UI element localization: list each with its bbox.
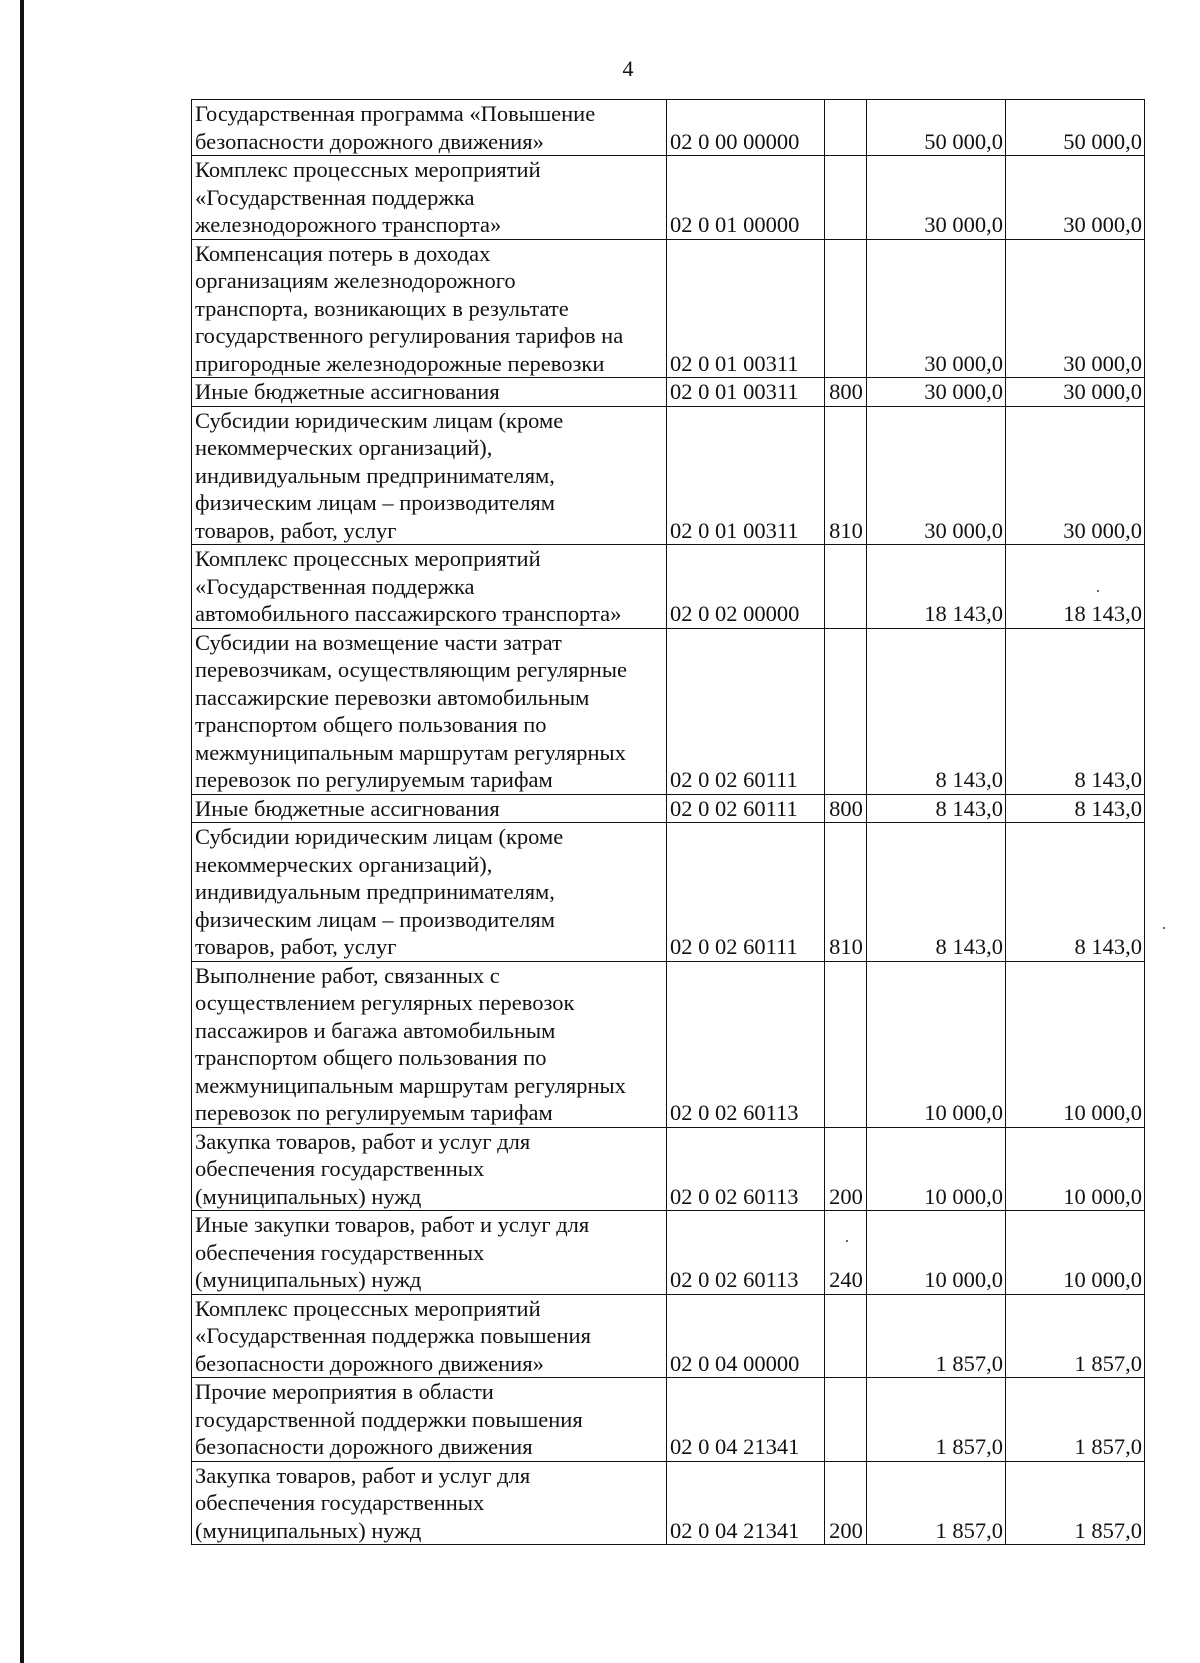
- row-amount-1-cell: 10 000,0: [867, 961, 1006, 1127]
- row-amount-2-cell: 18 143,0: [1006, 545, 1145, 629]
- row-code-cell: 02 0 00 00000: [667, 100, 825, 156]
- row-name-line: Иные бюджетные ассигнования: [195, 379, 500, 404]
- row-expense-type-cell: 800: [825, 794, 867, 823]
- row-amount-1-cell: 1 857,0: [867, 1378, 1006, 1462]
- row-name-line: пассажирские перевозки автомобильным: [195, 684, 590, 710]
- row-name-line: (муниципальных) нужд: [195, 1517, 422, 1543]
- row-name-cell: [192, 1211, 667, 1295]
- row-name-line: физическим лицам – производителям: [195, 906, 555, 932]
- table-row: [192, 406, 1145, 545]
- row-name-line: Комплекс процессных мероприятий: [195, 157, 541, 182]
- row-name-line: Выполнение работ, связанных с: [195, 962, 500, 988]
- row-name-line: некоммерческих организаций),: [195, 435, 493, 460]
- page-number: 4: [622, 56, 634, 81]
- budget-table-body: [192, 100, 1145, 1545]
- table-row: [192, 823, 1145, 962]
- table-row: [192, 1127, 1145, 1211]
- row-name-cell: [192, 1461, 667, 1545]
- row-amount-1-cell: 30 000,0: [867, 406, 1006, 545]
- row-amount-1-cell: 8 143,0: [867, 628, 1006, 794]
- row-amount-2-cell: 30 000,0: [1006, 378, 1145, 407]
- row-name-line: обеспечения государственных: [195, 1239, 485, 1265]
- row-name-line: «Государственная поддержка повышения: [195, 1323, 591, 1348]
- row-amount-1-cell: 10 000,0: [867, 1211, 1006, 1295]
- row-expense-type-cell: [825, 545, 867, 629]
- row-name-line: обеспечения государственных: [195, 1490, 485, 1515]
- row-amount-2-cell: 10 000,0: [1006, 1211, 1145, 1295]
- row-amount-1-cell: 30 000,0: [867, 239, 1006, 378]
- row-expense-type-cell: [825, 628, 867, 794]
- row-name-line: железнодорожного транспорта»: [195, 212, 502, 237]
- table-row: [192, 378, 1145, 407]
- budget-table: [191, 99, 1145, 1545]
- row-code-cell: 02 0 04 21341: [667, 1461, 825, 1545]
- table-row: [192, 1211, 1145, 1295]
- row-amount-1-cell: 30 000,0: [867, 378, 1006, 407]
- row-name-line: Субсидии юридическим лицам (кроме: [195, 824, 564, 849]
- row-name-line: безопасности дорожного движения»: [195, 1350, 544, 1376]
- table-row: [192, 1294, 1145, 1378]
- row-expense-type-cell: [825, 239, 867, 378]
- row-amount-2-cell: 10 000,0: [1006, 1127, 1145, 1211]
- row-name-line: перевозок по регулируемым тарифам: [195, 767, 553, 792]
- table-row: [192, 156, 1145, 240]
- row-name-cell: [192, 823, 667, 962]
- row-name-line: Иные бюджетные ассигнования: [195, 795, 500, 821]
- row-name-line: организациям железнодорожного: [195, 268, 516, 293]
- row-name-cell: [192, 1294, 667, 1378]
- row-code-cell: 02 0 01 00311: [667, 406, 825, 545]
- row-amount-2-cell: 1 857,0: [1006, 1294, 1145, 1378]
- table-row: [192, 1378, 1145, 1462]
- row-expense-type-cell: [825, 1378, 867, 1462]
- row-amount-2-cell: 1 857,0: [1006, 1378, 1145, 1462]
- row-name-line: Иные закупки товаров, работ и услуг для: [195, 1212, 590, 1237]
- row-name-cell: [192, 406, 667, 545]
- row-name-line: перевозчикам, осуществляющим регулярные: [195, 657, 627, 682]
- scan-edge-line: [20, 0, 24, 1663]
- row-expense-type-cell: 200: [825, 1127, 867, 1211]
- row-name-cell: [192, 628, 667, 794]
- row-amount-2-cell: 1 857,0: [1006, 1461, 1145, 1545]
- scan-speck: [846, 1240, 848, 1242]
- row-name-line: транспортом общего пользования по: [195, 712, 547, 737]
- row-name-line: транспорта, возникающих в результате: [195, 295, 569, 321]
- row-expense-type-cell: 800: [825, 378, 867, 407]
- row-name-line: Государственная программа «Повышение: [195, 101, 596, 126]
- table-row: [192, 628, 1145, 794]
- row-name-line: Субсидии юридическим лицам (кроме: [195, 407, 564, 433]
- row-name-line: государственной поддержки повышения: [195, 1406, 583, 1432]
- row-amount-1-cell: 1 857,0: [867, 1294, 1006, 1378]
- row-name-line: «Государственная поддержка: [195, 573, 475, 599]
- row-code-cell: 02 0 02 60111: [667, 794, 825, 823]
- row-name-line: государственного регулирования тарифов на: [195, 323, 624, 348]
- row-expense-type-cell: [825, 100, 867, 156]
- row-name-cell: [192, 961, 667, 1127]
- row-name-line: физическим лицам – производителям: [195, 490, 555, 515]
- row-name-line: транспортом общего пользования по: [195, 1045, 547, 1070]
- row-amount-2-cell: 8 143,0: [1006, 628, 1145, 794]
- row-name-line: Закупка товаров, работ и услуг для: [195, 1128, 531, 1154]
- row-name-line: Субсидии на возмещение части затрат: [195, 629, 562, 655]
- row-name-line: индивидуальным предпринимателям,: [195, 879, 555, 904]
- row-code-cell: 02 0 04 00000: [667, 1294, 825, 1378]
- table-row: [192, 239, 1145, 378]
- table-row: [192, 100, 1145, 156]
- row-name-cell: [192, 156, 667, 240]
- row-expense-type-cell: [825, 1294, 867, 1378]
- row-name-cell: [192, 1127, 667, 1211]
- row-name-line: товаров, работ, услуг: [195, 934, 397, 959]
- row-name-cell: [192, 100, 667, 156]
- row-name-line: межмуниципальным маршрутам регулярных: [195, 739, 626, 765]
- scan-speck: [1163, 927, 1165, 929]
- row-amount-2-cell: 50 000,0: [1006, 100, 1145, 156]
- row-amount-1-cell: 8 143,0: [867, 794, 1006, 823]
- row-name-line: обеспечения государственных: [195, 1156, 485, 1181]
- row-name-line: (муниципальных) нужд: [195, 1183, 422, 1209]
- row-name-line: безопасности дорожного движения»: [195, 128, 544, 154]
- row-name-line: Комплекс процессных мероприятий: [195, 1295, 541, 1321]
- table-row: [192, 545, 1145, 629]
- row-amount-2-cell: 8 143,0: [1006, 794, 1145, 823]
- row-code-cell: 02 0 02 60111: [667, 823, 825, 962]
- row-name-line: «Государственная поддержка: [195, 184, 475, 210]
- row-amount-2-cell: 10 000,0: [1006, 961, 1145, 1127]
- row-amount-1-cell: 1 857,0: [867, 1461, 1006, 1545]
- row-code-cell: 02 0 02 60113: [667, 1211, 825, 1295]
- row-expense-type-cell: 240: [825, 1211, 867, 1295]
- row-expense-type-cell: [825, 961, 867, 1127]
- row-name-cell: [192, 239, 667, 378]
- row-name-line: осуществлением регулярных перевозок: [195, 990, 575, 1015]
- row-name-line: безопасности дорожного движения: [195, 1434, 533, 1459]
- row-amount-2-cell: 30 000,0: [1006, 406, 1145, 545]
- row-name-cell: [192, 545, 667, 629]
- row-expense-type-cell: 810: [825, 406, 867, 545]
- row-name-line: индивидуальным предпринимателям,: [195, 462, 555, 488]
- row-amount-2-cell: 30 000,0: [1006, 156, 1145, 240]
- scan-speck: [1097, 590, 1099, 592]
- row-name-line: (муниципальных) нужд: [195, 1267, 422, 1292]
- row-name-line: Закупка товаров, работ и услуг для: [195, 1462, 531, 1488]
- row-expense-type-cell: [825, 156, 867, 240]
- row-name-line: перевозок по регулируемым тарифам: [195, 1100, 553, 1125]
- row-name-line: пригородные железнодорожные перевозки: [195, 350, 605, 376]
- row-amount-1-cell: 10 000,0: [867, 1127, 1006, 1211]
- row-code-cell: 02 0 01 00311: [667, 378, 825, 407]
- row-code-cell: 02 0 02 00000: [667, 545, 825, 629]
- row-name-line: Прочие мероприятия в области: [195, 1379, 494, 1404]
- row-name-line: Компенсация потерь в доходах: [195, 240, 491, 266]
- row-name-line: Комплекс процессных мероприятий: [195, 546, 541, 571]
- row-code-cell: 02 0 02 60111: [667, 628, 825, 794]
- row-expense-type-cell: 810: [825, 823, 867, 962]
- row-name-line: товаров, работ, услуг: [195, 517, 397, 543]
- row-amount-2-cell: 8 143,0: [1006, 823, 1145, 962]
- row-name-line: межмуниципальным маршрутам регулярных: [195, 1072, 626, 1098]
- row-amount-1-cell: 30 000,0: [867, 156, 1006, 240]
- row-code-cell: 02 0 02 60113: [667, 961, 825, 1127]
- row-expense-type-cell: 200: [825, 1461, 867, 1545]
- row-code-cell: 02 0 01 00000: [667, 156, 825, 240]
- row-name-line: пассажиров и багажа автомобильным: [195, 1017, 556, 1043]
- row-code-cell: 02 0 02 60113: [667, 1127, 825, 1211]
- row-name-line: некоммерческих организаций),: [195, 851, 493, 877]
- table-row: [192, 961, 1145, 1127]
- row-amount-1-cell: 18 143,0: [867, 545, 1006, 629]
- row-code-cell: 02 0 04 21341: [667, 1378, 825, 1462]
- table-row: [192, 1461, 1145, 1545]
- row-name-cell: [192, 1378, 667, 1462]
- row-amount-1-cell: 8 143,0: [867, 823, 1006, 962]
- row-name-line: автомобильного пассажирского транспорта»: [195, 601, 622, 626]
- row-name-cell: [192, 794, 667, 823]
- row-code-cell: 02 0 01 00311: [667, 239, 825, 378]
- row-amount-2-cell: 30 000,0: [1006, 239, 1145, 378]
- table-row: [192, 794, 1145, 823]
- row-amount-1-cell: 50 000,0: [867, 100, 1006, 156]
- row-name-cell: [192, 378, 667, 407]
